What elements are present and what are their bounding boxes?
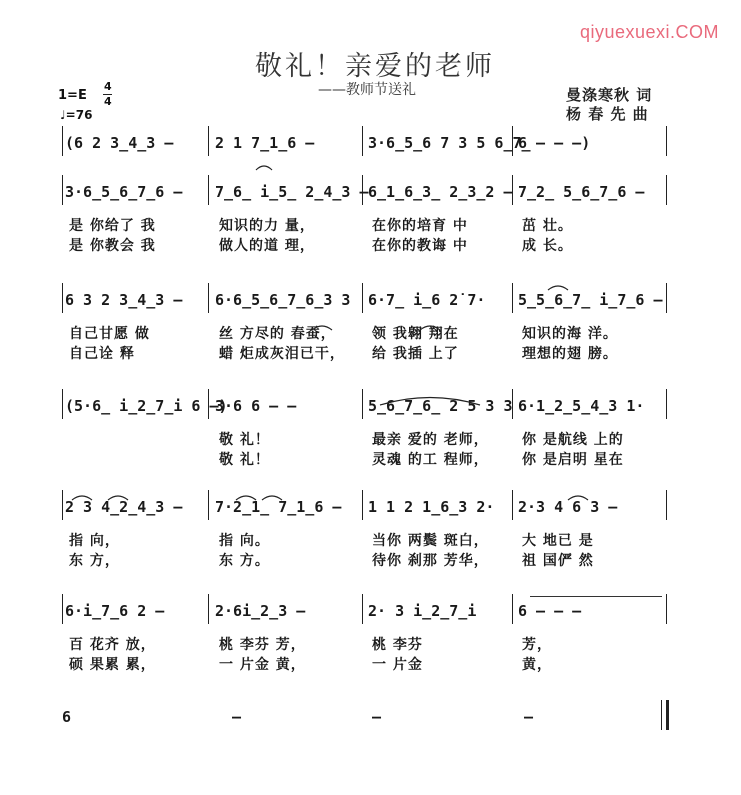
- song-title: 敬礼！亲爱的老师: [255, 51, 495, 82]
- lyric-line: 是 你给了 我: [69, 218, 156, 234]
- lyric-line: 领 我翱 翔在: [372, 326, 459, 342]
- slur: [72, 496, 92, 500]
- lyric-line: 东 方。: [219, 553, 270, 569]
- lyric-line: 在你的教诲 中: [372, 238, 468, 254]
- measure: 7̲2̲ 5̲6̲7̲6 –: [518, 183, 645, 201]
- measure: 2·6i̲2̲3 –: [215, 602, 306, 620]
- lyric-line: 你 是启明 星在: [522, 452, 624, 468]
- measure: (6 2 3̲4̲3 –: [65, 134, 174, 152]
- lyric-line: 茁 壮。: [522, 218, 573, 234]
- measure: 3·6̲5̲6̲7̲6 –: [65, 183, 183, 201]
- measure: 5̲6̲7̲6̲ 2 5 3 3: [368, 397, 513, 415]
- lyric-line: 你 是航线 上的: [522, 432, 624, 448]
- measure: 6: [62, 708, 72, 726]
- slur: [548, 286, 568, 290]
- lyric-line: 最亲 爱的 老师，: [372, 432, 489, 448]
- lyric-line: 给 我插 上了: [372, 346, 459, 362]
- site-watermark: qiyuexuexi.COM: [579, 22, 719, 42]
- lyric-line: 知识的力 量，: [219, 218, 315, 234]
- measure: 7·2̲1̲ 7̲1̲6 –: [215, 498, 342, 516]
- measure: (5·6̲ i̲2̲7̲i 6 –): [65, 397, 228, 415]
- lyric-line: 做人的道 理，: [219, 238, 315, 254]
- lyric-line: 在你的培育 中: [372, 218, 468, 234]
- slur: [108, 496, 128, 500]
- lyric-line: 百 花齐 放，: [69, 637, 156, 653]
- lyric-line: 桃 李芬: [372, 637, 423, 653]
- song-subtitle: ——教师节送礼: [318, 82, 416, 98]
- lyric-line: 自己甘愿 做: [69, 326, 150, 342]
- lyric-line: 芳，: [522, 637, 552, 653]
- measure: 2 3 4̲2̲4̲3 –: [65, 498, 183, 516]
- slur: [236, 496, 256, 500]
- slur: [256, 166, 272, 170]
- key-signature: 1=E: [58, 88, 87, 103]
- lyric-line: 蜡 炬成灰泪已干，: [219, 346, 345, 362]
- slur: [312, 326, 332, 330]
- lyric-line: 自己诠 释: [69, 346, 135, 362]
- measure: –: [524, 708, 534, 726]
- measure: 6 3 2 3̲4̲3 –: [65, 291, 183, 309]
- lyric-line: 知识的海 洋。: [522, 326, 618, 342]
- lyric-line: 黄，: [522, 657, 552, 673]
- measure: 5̲5̲6̲7̲ i̲7̲6 –: [518, 291, 663, 309]
- measure: 1 1 2 1̲6̲3 2·: [368, 498, 495, 516]
- measure: 3·6 6 – –: [215, 397, 297, 415]
- measure: 3·6̲5̲6 7 3 5 6̲7̲: [368, 134, 531, 152]
- slur: [380, 398, 480, 406]
- measure: 7̲6̲ i̲5̲ 2̲4̲3 –: [215, 183, 369, 201]
- lyric-line: 敬 礼！: [219, 432, 270, 448]
- measure: 6·6̲5̲6̲7̲6̲3 3: [215, 291, 351, 309]
- measure: 6·7̲ i̲6 2̇ 7·: [368, 291, 486, 309]
- measure: 6̲1̲6̲3̲ 2̲3̲2 –: [368, 183, 513, 201]
- time-signature-bottom: 4: [104, 95, 112, 108]
- measure: –: [232, 708, 242, 726]
- lyric-line: 敬 礼！: [219, 452, 270, 468]
- slur: [568, 496, 588, 500]
- lyric-line: 待你 刹那 芳华，: [372, 553, 489, 569]
- measure: 2 1 7̲1̲6 –: [215, 134, 315, 152]
- measure: 6 – – –): [518, 134, 591, 152]
- lyric-line: 丝 方尽的 春蚕，: [219, 326, 336, 342]
- measure: 2· 3 i̲2̲7̲i: [368, 602, 477, 620]
- time-signature-top: 4: [104, 80, 112, 93]
- lyric-line: 灵魂 的工 程师，: [372, 452, 489, 468]
- slur: [262, 496, 282, 500]
- lyric-line: 祖 国俨 然: [522, 553, 594, 569]
- lyric-line: 东 方，: [69, 553, 120, 569]
- composer-credit: 杨 春 先 曲: [566, 105, 649, 123]
- slur: [420, 326, 440, 330]
- lyricist-credit: 曼涤寒秋 词: [566, 86, 653, 104]
- lyric-line: 一 片金 黄，: [219, 657, 306, 673]
- measure: 2·3 4 6 3 –: [518, 498, 618, 516]
- lyric-line: 指 向。: [219, 533, 270, 549]
- lyric-line: 当你 两鬓 斑白，: [372, 533, 489, 549]
- lyric-line: 硕 果累 累，: [69, 657, 156, 673]
- measure: 6 – – –: [518, 602, 582, 620]
- lyric-line: 桃 李芬 芳，: [219, 637, 306, 653]
- lyric-line: 大 地已 是: [522, 533, 594, 549]
- tempo-marking: ♩=76: [60, 108, 93, 122]
- lyric-line: 一 片金: [372, 657, 423, 673]
- lyric-line: 是 你教会 我: [69, 238, 156, 254]
- measure: –: [372, 708, 382, 726]
- lyric-line: 理想的翅 膀。: [522, 346, 618, 362]
- measure: 6·i̲7̲6 2 –: [65, 602, 165, 620]
- measure: 6·1̲2̲5̲4̲3 1·: [518, 397, 645, 415]
- lyric-line: 成 长。: [522, 238, 573, 254]
- lyric-line: 指 向，: [69, 533, 120, 549]
